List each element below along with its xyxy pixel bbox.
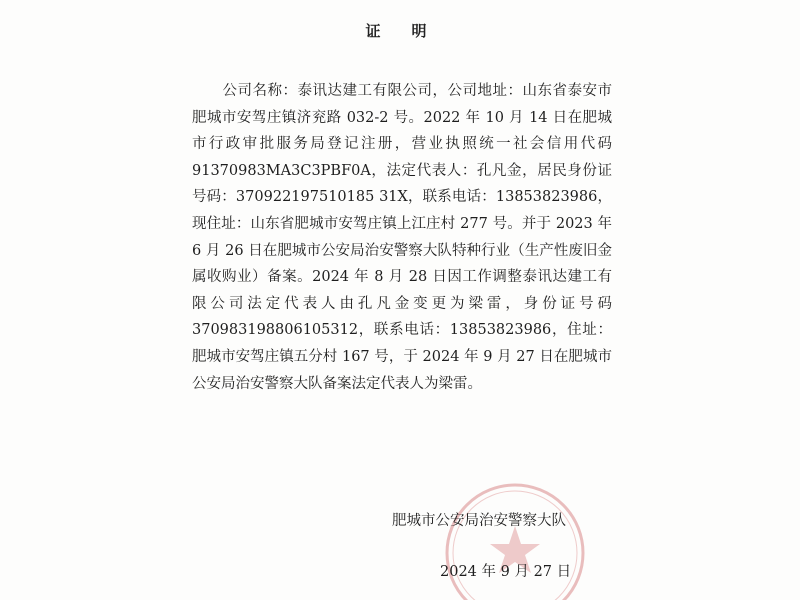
body-paragraph: 公司名称：泰讯达建工有限公司，公司地址：山东省泰安市肥城市安驾庄镇济兖路 032-2 号。2022 年 10 月 14 日在肥城市行政审批服务局登记注册，营业执照统一社会信用代码 91370983MA3C3PBF0A，法定代表人：孔凡金，居民身份证号码：370922197510185 31X，联系电话：13853823986，现住址：山东省肥城市安驾庄镇上江庄村 277 号。并于 2023 年 6 月 26 日在肥城市公安局治安警察大队特种行业（生产性废旧金属收购业）备案。2024 年 8 月 28 日因工作调整泰讯达建工有限公司法定代表人由孔凡金变更为梁雷，身份证号码 370983198806105312，联系电话：13853823986，住址：肥城市安驾庄镇五分村 167 号，于 2024 年 9 月 27 日在肥城市公安局治安警察大队备案法定代表人为梁雷。 [192, 83, 612, 392]
official-seal-icon [440, 478, 590, 600]
issuer-signature: 肥城市公安局治安警察大队 [392, 513, 566, 529]
document-body [192, 78, 612, 397]
document-title: 证 明 [365, 22, 435, 40]
issue-date: 2024 年 9 月 27 日 [440, 564, 572, 580]
